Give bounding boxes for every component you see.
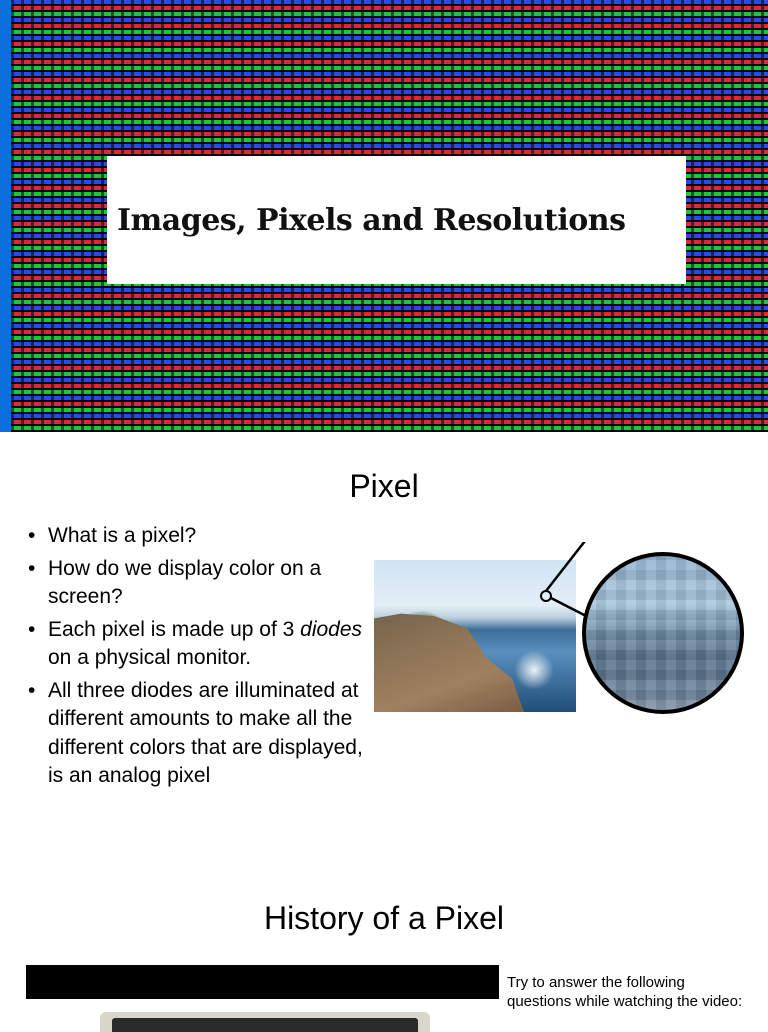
bullet-text: on a physical monitor. [48,646,252,669]
title-slide [0,0,768,432]
left-accent-bar [0,0,11,432]
slide-heading: Pixel [349,468,419,504]
bullet-item [28,522,363,551]
history-slide [0,864,768,1024]
bullet-text: All three diodes are illuminated at different amounts to make all the different colors that are displayed, is an analog pixel [48,678,363,787]
bullet-text: How do we display color on a screen? [48,556,322,608]
pixel-slide [0,432,768,864]
bullet-item [28,555,363,612]
old-monitor-image [100,1012,430,1032]
bullet-dot: • [28,556,36,580]
slide-title: Images, Pixels and Resolutions [117,202,626,238]
bullet-dot: • [28,524,36,547]
pixel-zoom-magnifier [582,552,744,714]
bullet-item [28,616,363,673]
slide-heading: History of a Pixel [263,900,505,936]
bullet-dot: • [28,678,36,702]
video-player[interactable] [26,965,499,999]
bullet-emphasis: diodes [300,617,363,641]
bullet-dot: • [28,617,36,641]
bullet-text: What is a pixel? [48,524,197,547]
bullet-list [28,522,363,795]
bullet-text: Each pixel is made up of 3 [48,617,301,641]
title-box [107,156,686,284]
monitor-screen [112,1018,418,1032]
bullet-item [28,677,363,791]
instructions-text: Try to answer the following questions while watching the video: [507,974,743,1010]
